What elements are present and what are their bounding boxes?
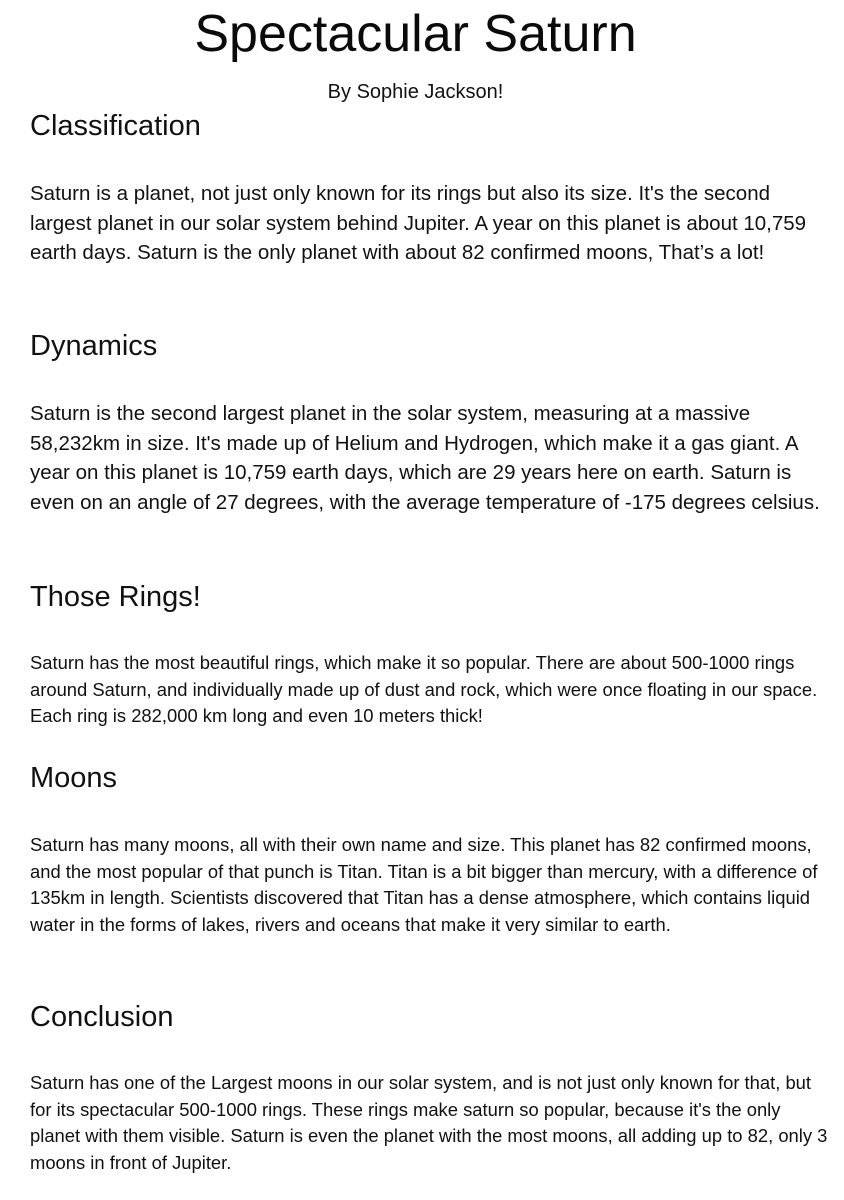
section-body-classification: Saturn is a planet, not just only known for its rings but also its size. It's the second largest planet in our solar system behind Jupiter. A year on this planet is about 10,759 earth days. Saturn is the only planet with about 82 confirmed moons, That’s a lot! bbox=[30, 182, 807, 265]
section-heading-moons: Moons bbox=[30, 762, 118, 794]
section-body-rings: Saturn has the most beautiful rings, which make it so popular. There are about 500-1000 rings around Saturn, and individually made up of dust and rock, which were once floating in our space. Each ring is 282,000 km long and even 10 meters thick! bbox=[30, 652, 818, 726]
section-body-moons: Saturn has many moons, all with their own name and size. This planet has 82 confirmed moons, and the most popular of that punch is Titan. Titan is a bit bigger than mercury, with a difference of 135km in length. Scientists discovered that Titan has a dense atmosphere, which contains liquid water in the forms of lakes, rivers and oceans that make it very similar to earth. bbox=[30, 834, 818, 935]
document-title: Spectacular Saturn bbox=[194, 5, 637, 63]
section-heading-conclusion: Conclusion bbox=[30, 1001, 174, 1033]
section-heading-rings: Those Rings! bbox=[30, 581, 201, 613]
document-author: By Sophie Jackson! bbox=[327, 81, 504, 103]
section-body-conclusion: Saturn has one of the Largest moons in our solar system, and is not just only known for that, but for its spectacular 500-1000 rings. These rings make saturn so popular, because it's the only planet with them visible. Saturn is even the planet with the most moons, all adding up to 82, only 3 moons in front of Jupiter. bbox=[30, 1072, 828, 1173]
section-heading-dynamics: Dynamics bbox=[30, 330, 158, 362]
section-heading-classification: Classification bbox=[30, 110, 201, 142]
section-body-dynamics: Saturn is the second largest planet in the solar system, measuring at a massive 58,232km in size. It's made up of Helium and Hydrogen, which make it a gas giant. A year on this planet is 10,759 earth days, which are 29 years here on earth. Saturn is even on an angle of 27 degrees, with the average temperature of -175 degrees celsius. bbox=[30, 402, 820, 515]
